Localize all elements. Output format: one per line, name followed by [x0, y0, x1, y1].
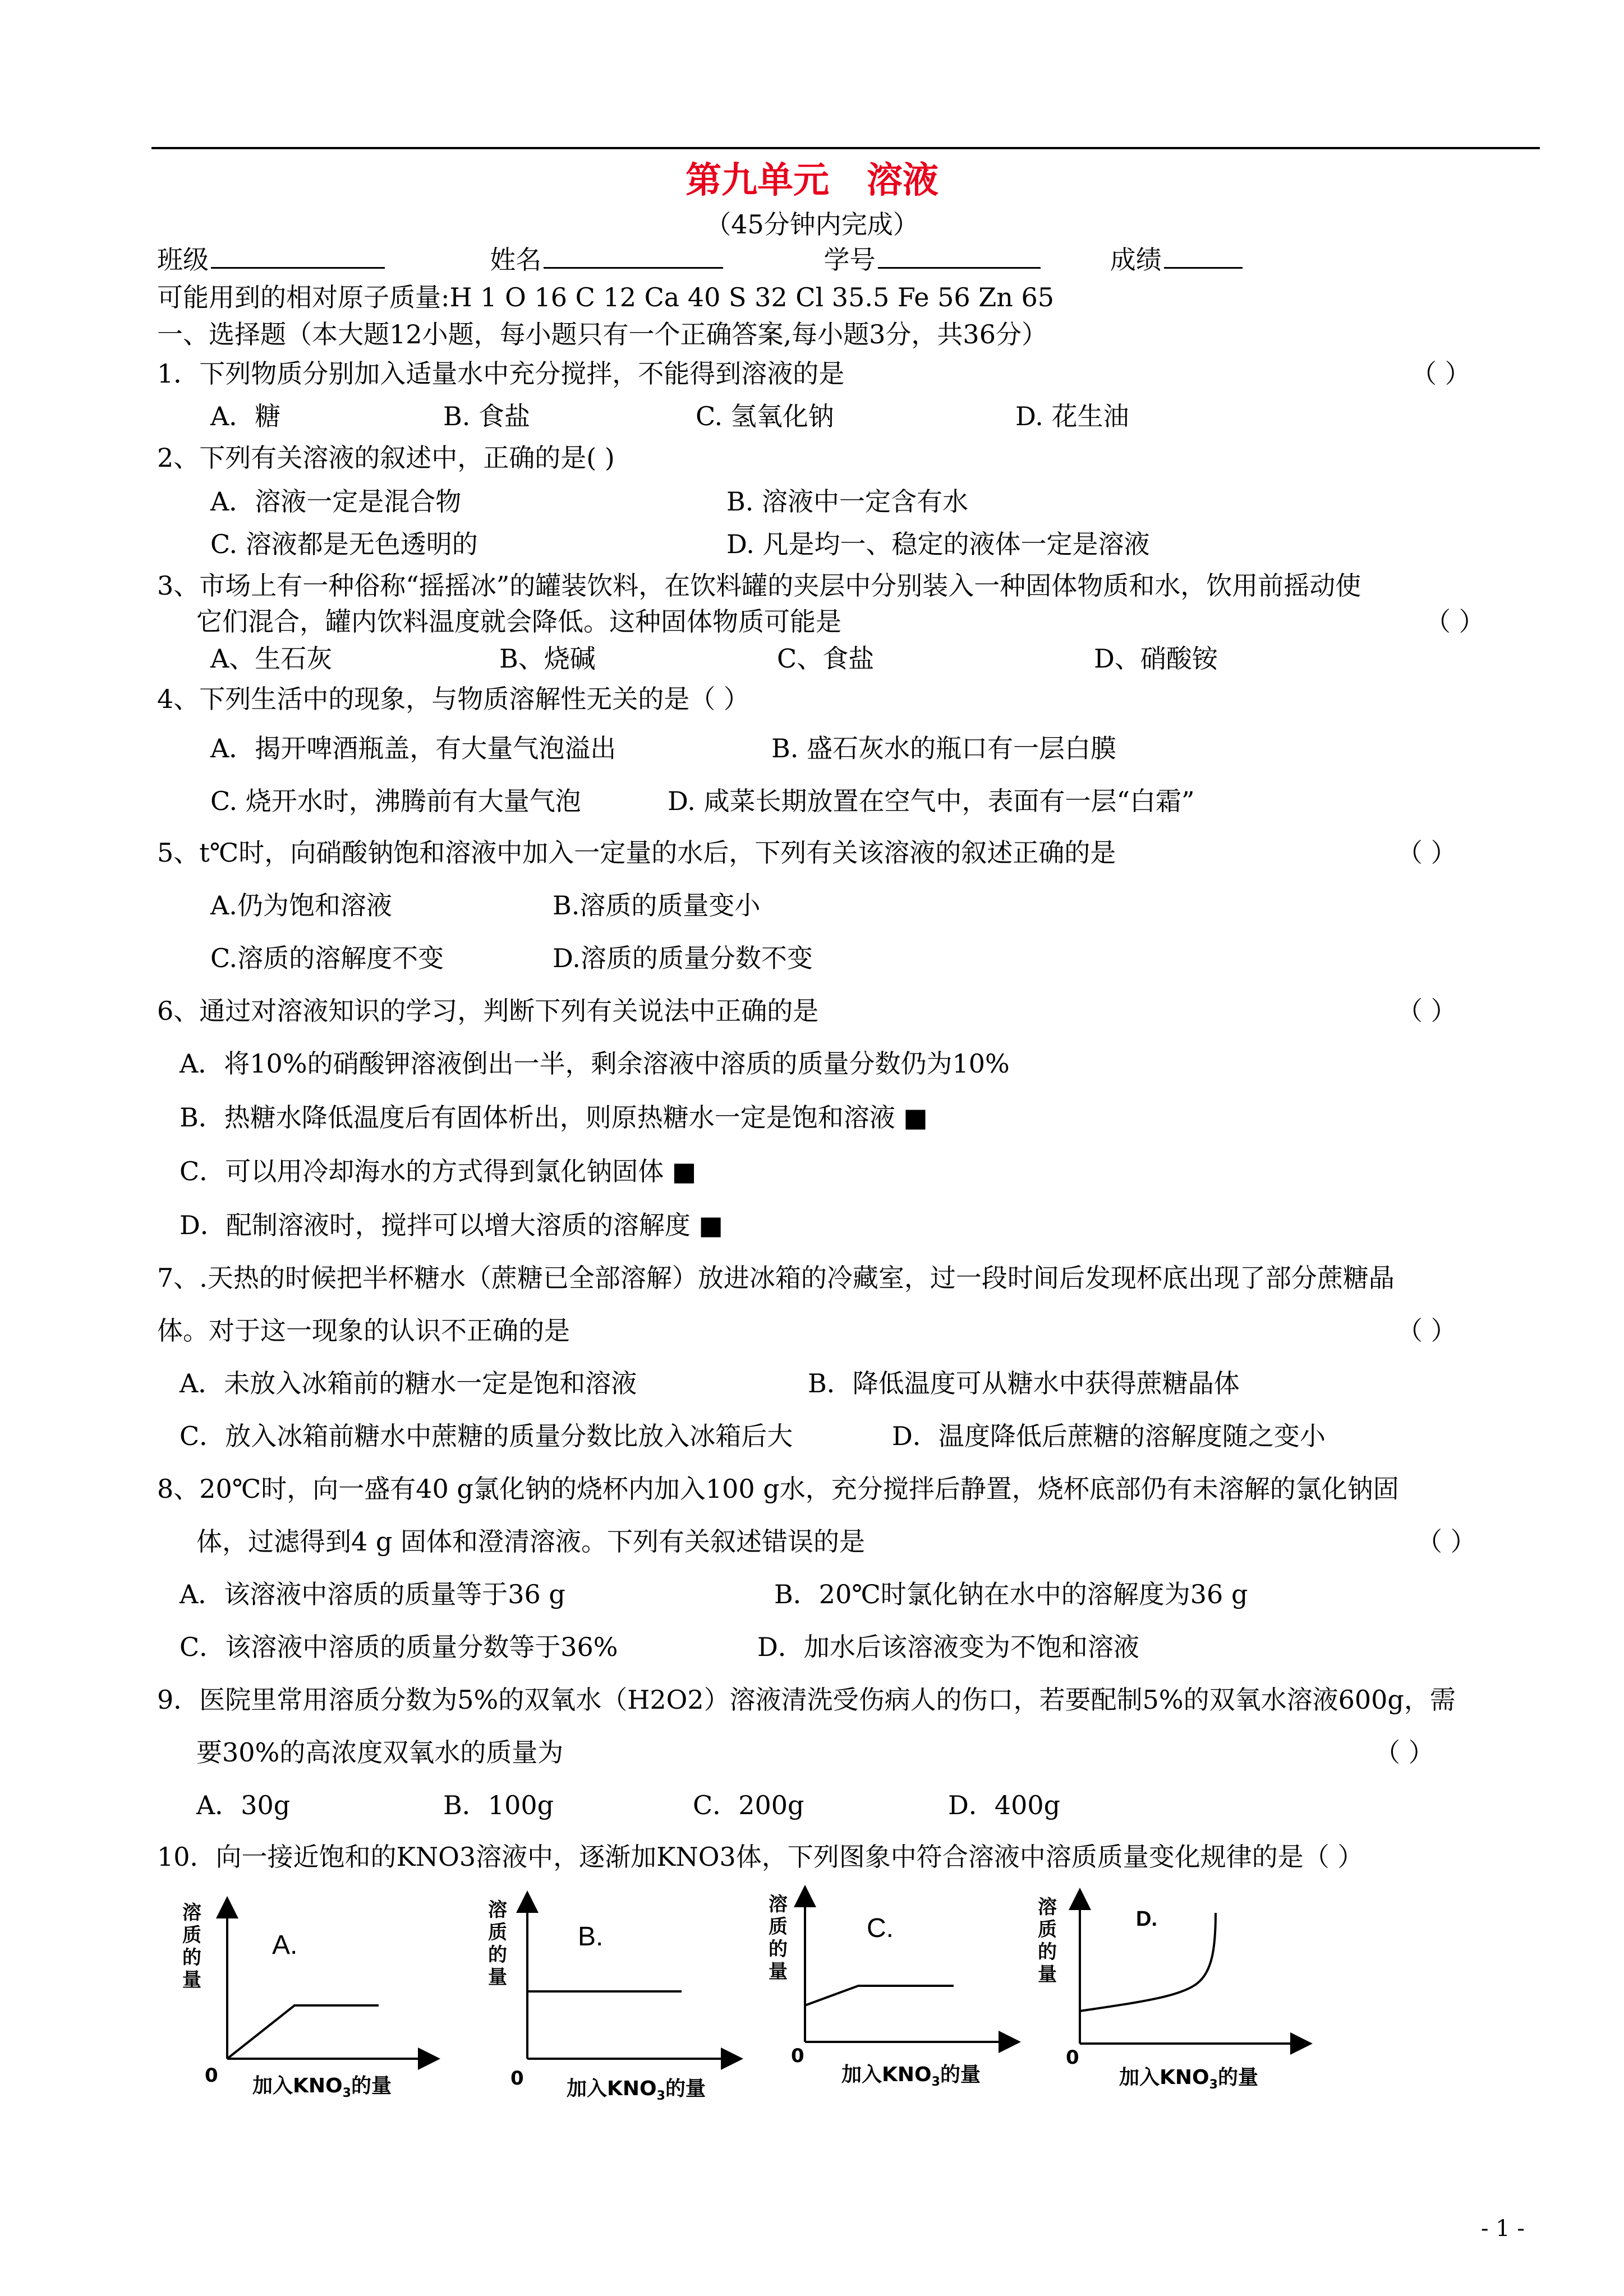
q5-option-a: A.仍为饱和溶液 — [210, 890, 392, 921]
q6-stem: 6、通过对溶液知识的学习，判断下列有关说法中正确的是 — [157, 996, 819, 1026]
q3-option-d: D、硝酸铵 — [1094, 643, 1218, 674]
score-label: 成绩 — [1110, 245, 1162, 275]
q8-option-a: A．该溶液中溶质的质量等于36 g — [180, 1579, 565, 1609]
q7-option-d: D．温度降低后蔗糖的溶解度随之变小 — [892, 1421, 1326, 1451]
graph-d-plot — [1069, 1899, 1310, 2067]
q5-option-c: C.溶质的溶解度不变 — [210, 943, 444, 973]
graph-c-label: C. — [867, 1913, 894, 1943]
q1-option-c: C. 氢氧化钠 — [696, 401, 834, 431]
section-heading: 一、选择题（本大题12小题，每小题只有一个正确答案,每小题3分，共36分） — [157, 319, 1047, 349]
graph-a-curve — [227, 2005, 379, 2059]
q6-answer-bracket[interactable]: （ ） — [1397, 996, 1457, 1026]
q5-option-b: B.溶质的质量变小 — [553, 890, 761, 921]
q9-option-c: C．200g — [693, 1790, 804, 1820]
q9-stem-line2: 要30%的高浓度双氧水的质量为 — [196, 1737, 564, 1768]
q1-option-b: B. 食盐 — [443, 401, 531, 431]
graph-a-y-label: 溶质的量 — [182, 1902, 201, 1991]
q4-option-a: A．揭开啤酒瓶盖，有大量气泡溢出 — [210, 733, 617, 763]
q3-option-c: C、食盐 — [777, 643, 875, 674]
q8-stem-line1: 8、20℃时，向一盛有40 g氯化钠的烧杯内加入100 g水，充分搅拌后静置，烧杯底部仍有未溶解的氯化钠固 — [157, 1474, 1399, 1504]
q9-answer-bracket[interactable]: （ ） — [1374, 1737, 1434, 1768]
class-field[interactable] — [211, 242, 385, 269]
q3-answer-bracket[interactable]: （ ） — [1425, 606, 1485, 637]
q3-option-a: A、生石灰 — [210, 643, 333, 674]
q2-option-d: D. 凡是均一、稳定的液体一定是溶液 — [726, 529, 1150, 559]
q7-option-a: A．未放入冰箱前的糖水一定是饱和溶液 — [180, 1368, 637, 1398]
q6-option-b: B．热糖水降低温度后有固体析出，则原热糖水一定是饱和溶液 ■ — [180, 1102, 928, 1133]
q2-option-c: C. 溶液都是无色透明的 — [210, 529, 478, 559]
q9-option-b: B．100g — [443, 1790, 554, 1820]
graph-c-origin: 0 — [791, 2045, 804, 2067]
page-title: 第九单元 溶液 — [686, 159, 938, 201]
q8-option-c: C．该溶液中溶质的质量分数等于36% — [180, 1632, 618, 1662]
q1-option-d: D. 花生油 — [1015, 401, 1129, 431]
q2-option-a: A．溶液一定是混合物 — [210, 486, 462, 517]
q5-stem: 5、t℃时，向硝酸钠饱和溶液中加入一定量的水后，下列有关该溶液的叙述正确的是 — [157, 838, 1116, 868]
graph-d-origin: 0 — [1066, 2046, 1079, 2069]
atomic-masses: 可能用到的相对原子质量:H 1 O 16 C 12 Ca 40 S 32 Cl 35.5 Fe 56 Zn 65 — [157, 282, 1054, 312]
q8-option-d: D．加水后该溶液变为不饱和溶液 — [757, 1632, 1139, 1662]
q9-option-a: A．30g — [196, 1790, 291, 1820]
q7-answer-bracket[interactable]: （ ） — [1397, 1315, 1457, 1346]
q7-option-b: B．降低温度可从糖水中获得蔗糖晶体 — [808, 1368, 1240, 1398]
graph-d-x-label: 加入$KNO_3$的量 — [1119, 2066, 1258, 2092]
graph-b-plot — [516, 1902, 740, 2076]
q4-stem: 4、下列生活中的现象，与物质溶解性无关的是（ ） — [157, 684, 749, 714]
q9-option-d: D．400g — [948, 1790, 1061, 1820]
q7-option-c: C．放入冰箱前糖水中蔗糖的质量分数比放入冰箱后大 — [180, 1421, 793, 1451]
name-label: 姓名 — [490, 245, 542, 275]
q8-stem-line2: 体，过滤得到4 g 固体和澄清溶液。下列有关叙述错误的是 — [196, 1526, 865, 1557]
q3-option-b: B、烧碱 — [499, 643, 596, 674]
info-line — [157, 242, 1243, 277]
q3-stem-line1: 3、市场上有一种俗称“摇摇冰”的罐装饮料，在饮料罐的夹层中分别装入一种固体物质和水，饮用前摇动使 — [157, 570, 1361, 601]
graph-b-y-label: 溶质的量 — [488, 1899, 507, 1989]
q5-option-d: D.溶质的质量分数不变 — [553, 943, 813, 973]
graph-c-x-label: 加入$KNO_3$的量 — [841, 2063, 981, 2090]
q6-option-d: D．配制溶液时，搅拌可以增大溶质的溶解度 ■ — [180, 1210, 723, 1240]
graph-b-x-label: 加入$KNO_3$的量 — [567, 2077, 706, 2104]
graph-a-origin: 0 — [205, 2064, 218, 2087]
q5-answer-bracket[interactable]: （ ） — [1397, 838, 1457, 868]
q8-answer-bracket[interactable]: （ ） — [1416, 1526, 1476, 1557]
q4-option-d: D. 咸菜长期放置在空气中，表面有一层“白霜” — [668, 786, 1195, 816]
q10-stem: 10．向一接近饱和的KNO3溶液中，逐渐加KNO3体，下列图象中符合溶液中溶质质量变化规律的是（ ） — [157, 1842, 1364, 1872]
graph-b-origin: 0 — [510, 2067, 524, 2090]
q2-stem: 2、下列有关溶液的叙述中，正确的是( ) — [157, 443, 615, 473]
score-field[interactable] — [1164, 242, 1243, 269]
graph-c-y-label: 溶质的量 — [769, 1893, 788, 1983]
q6-option-a: A．将10%的硝酸钾溶液倒出一半，剩余溶液中溶质的质量分数仍为10% — [180, 1048, 1010, 1079]
q7-stem-line2: 体。对于这一现象的认识不正确的是 — [157, 1315, 570, 1346]
graph-c-curve — [805, 1986, 954, 2005]
q1-stem: 1．下列物质分别加入适量水中充分搅拌，不能得到溶液的是 — [157, 358, 845, 389]
graph-d-y-label: 溶质的量 — [1038, 1896, 1057, 1986]
graph-c-plot — [794, 1896, 1018, 2064]
q2-option-b: B. 溶液中一定含有水 — [726, 486, 969, 517]
q3-stem-line2: 它们混合，罐内饮料温度就会降低。这种固体物质可能是 — [196, 606, 841, 637]
graph-a-plot — [216, 1907, 440, 2076]
q4-option-b: B. 盛石灰水的瓶口有一层白膜 — [771, 733, 1117, 763]
page-number: - 1 - — [1481, 2216, 1525, 2242]
graph-d-label: D. — [1136, 1907, 1157, 1931]
q1-answer-bracket[interactable]: （ ） — [1411, 358, 1471, 389]
q1-option-a: A．糖 — [210, 401, 281, 431]
id-label: 学号 — [823, 245, 876, 275]
q7-stem-line1: 7、.天热的时候把半杯糖水（蔗糖已全部溶解）放进冰箱的冷藏室，过一段时间后发现杯底出现了部分蔗糖晶 — [157, 1263, 1395, 1293]
graph-b-label: B. — [578, 1922, 604, 1952]
graph-a-x-label: 加入$KNO_3$的量 — [252, 2074, 392, 2101]
graph-a-label: A. — [272, 1930, 298, 1960]
top-rule — [151, 147, 1540, 149]
q6-option-c: C．可以用冷却海水的方式得到氯化钠固体 ■ — [180, 1156, 697, 1186]
class-label: 班级 — [157, 245, 209, 275]
id-field[interactable] — [878, 242, 1041, 269]
q4-option-c: C. 烧开水时，沸腾前有大量气泡 — [210, 786, 581, 816]
q8-option-b: B．20℃时氯化钠在水中的溶解度为36 g — [774, 1579, 1248, 1609]
q9-stem-line1: 9．医院里常用溶质分数为5%的双氧水（H2O2）溶液清洗受伤病人的伤口，若要配制5%的双氧水溶液600g，需 — [157, 1685, 1456, 1715]
name-field[interactable] — [544, 242, 723, 269]
page-subtitle: （45分钟内完成） — [705, 209, 919, 240]
